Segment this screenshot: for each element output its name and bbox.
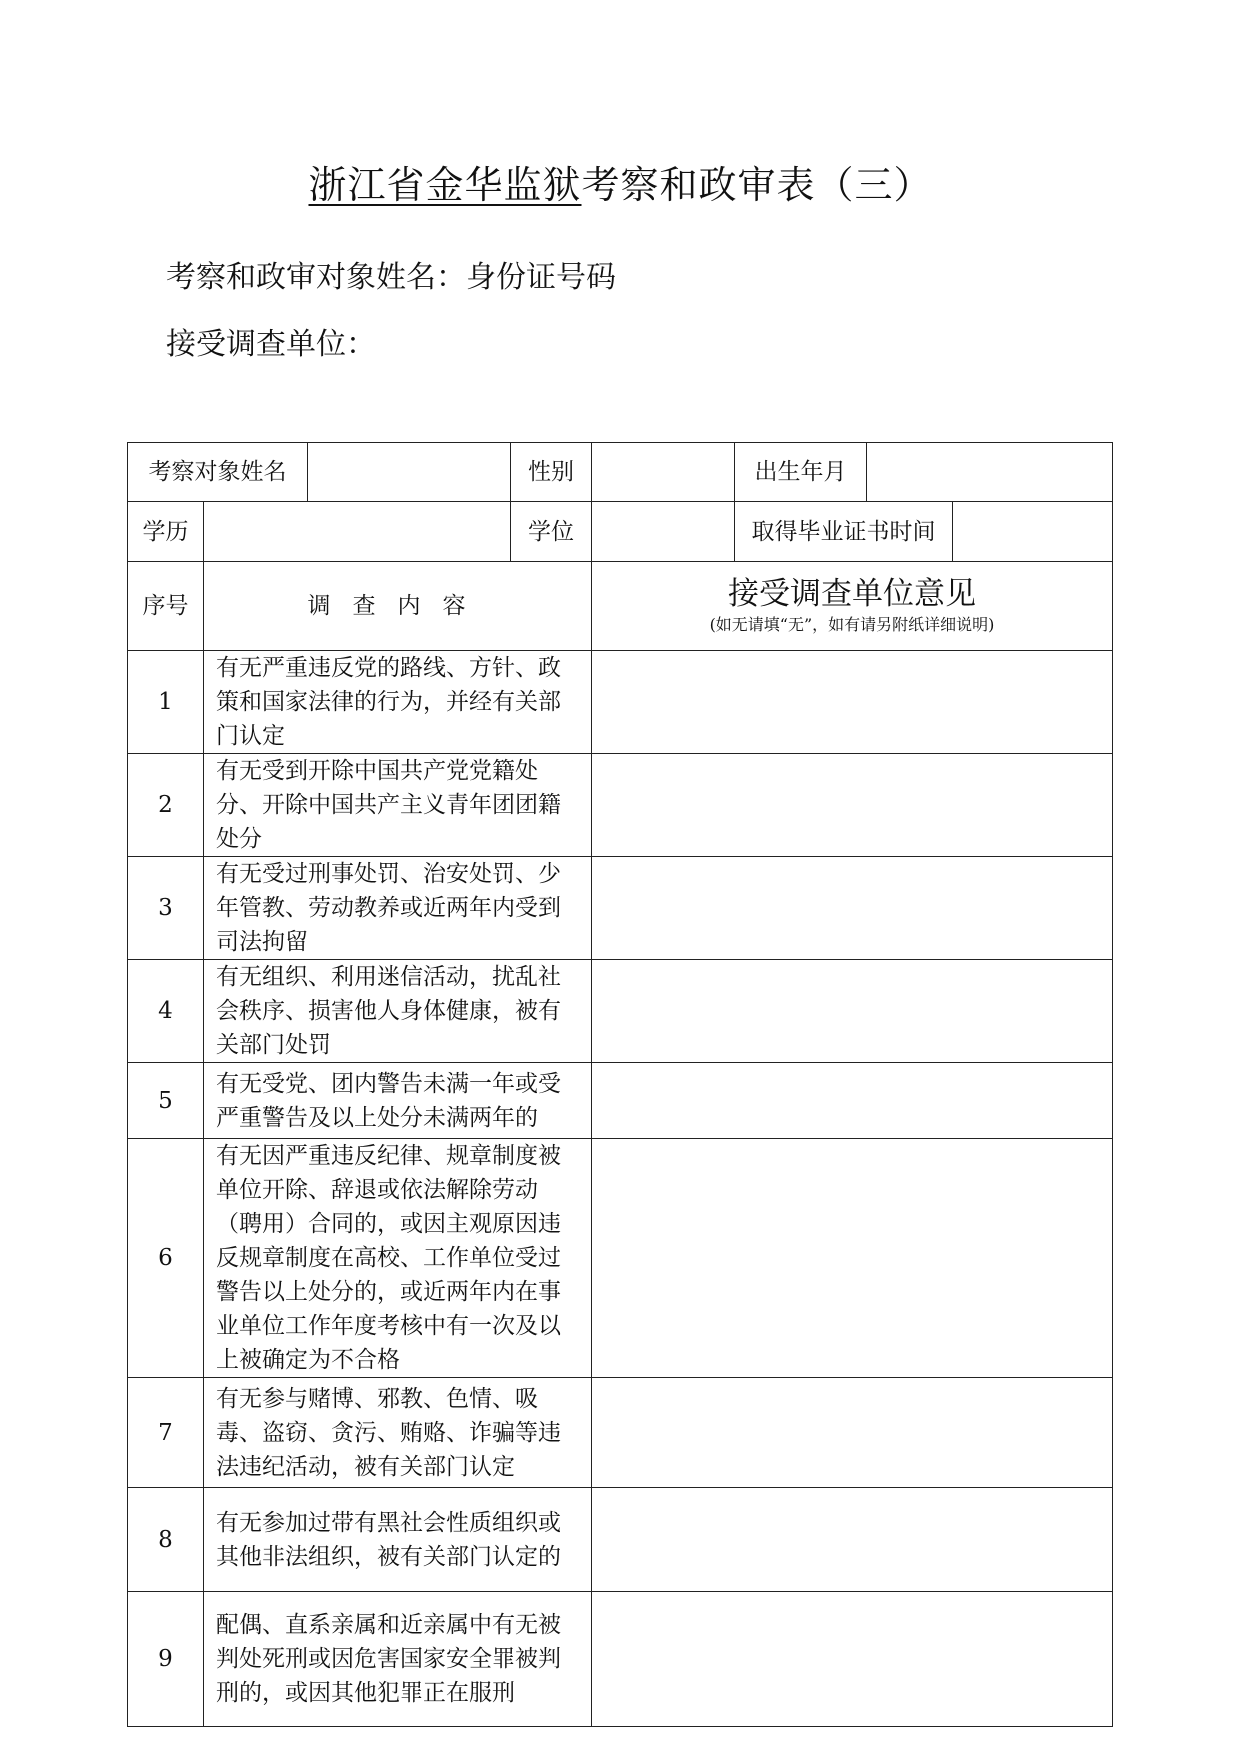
item-content: 有无严重违反党的路线、方针、政策和国家法律的行为，并经有关部门认定 xyxy=(204,651,592,754)
table-row xyxy=(128,1592,1113,1727)
item-number: 2 xyxy=(128,754,204,857)
row-header xyxy=(128,562,1113,651)
subject-name-id-line: 考察和政审对象姓名：身份证号码 xyxy=(166,260,616,295)
table-row xyxy=(128,1378,1113,1488)
item-opinion-field[interactable] xyxy=(592,857,1113,960)
item-opinion-field[interactable] xyxy=(592,651,1113,754)
education-label: 学历 xyxy=(128,502,204,562)
unit-opinion-header xyxy=(592,562,1113,651)
table-row xyxy=(128,754,1113,857)
name-field[interactable] xyxy=(308,443,511,502)
table-row xyxy=(128,1488,1113,1592)
table-row xyxy=(128,651,1113,754)
item-opinion-field[interactable] xyxy=(592,754,1113,857)
education-field[interactable] xyxy=(204,502,511,562)
item-opinion-field[interactable] xyxy=(592,1488,1113,1592)
degree-field[interactable] xyxy=(592,502,735,562)
item-content: 有无受过刑事处罚、治安处罚、少年管教、劳动教养或近两年内受到司法拘留 xyxy=(204,857,592,960)
gender-label: 性别 xyxy=(511,443,592,502)
row-basic-info-1 xyxy=(128,443,1113,502)
name-label: 考察对象姓名 xyxy=(128,443,308,502)
review-form-table xyxy=(127,442,1113,1727)
item-number: 9 xyxy=(128,1592,204,1727)
degree-label: 学位 xyxy=(511,502,592,562)
item-content: 有无受党、团内警告未满一年或受严重警告及以上处分未满两年的 xyxy=(204,1063,592,1139)
item-number: 8 xyxy=(128,1488,204,1592)
item-content: 有无参加过带有黑社会性质组织或其他非法组织，被有关部门认定的 xyxy=(204,1488,592,1592)
item-number: 1 xyxy=(128,651,204,754)
graduation-label: 取得毕业证书时间 xyxy=(735,502,953,562)
unit-opinion-note: (如无请填“无”，如有请另附纸详细说明) xyxy=(709,615,995,634)
unit-opinion-title: 接受调查单位意见 xyxy=(728,576,976,612)
item-number: 5 xyxy=(128,1063,204,1139)
birth-field[interactable] xyxy=(867,443,1113,502)
table-row xyxy=(128,1139,1113,1378)
row-basic-info-2 xyxy=(128,502,1113,562)
item-number: 4 xyxy=(128,960,204,1063)
item-number: 3 xyxy=(128,857,204,960)
table-row xyxy=(128,1063,1113,1139)
item-opinion-field[interactable] xyxy=(592,1378,1113,1488)
item-content: 有无受到开除中国共产党党籍处分、开除中国共产主义青年团团籍处分 xyxy=(204,754,592,857)
item-content: 配偶、直系亲属和近亲属中有无被判处死刑或因危害国家安全罪被判刑的，或因其他犯罪正在服刑 xyxy=(204,1592,592,1727)
item-opinion-field[interactable] xyxy=(592,1139,1113,1378)
title-prison-name: 浙江省金华监狱 xyxy=(308,163,582,207)
investigated-unit-line: 接受调查单位： xyxy=(166,327,376,362)
item-content: 有无组织、利用迷信活动，扰乱社会秩序、损害他人身体健康，被有关部门处罚 xyxy=(204,960,592,1063)
item-content: 有无因严重违反纪律、规章制度被单位开除、辞退或依法解除劳动（聘用）合同的，或因主观原因违反规章制度在高校、工作单位受过警告以上处分的，或近两年内在事业单位工作年度考核中有一次及以上被确定为不合格 xyxy=(204,1139,592,1378)
item-opinion-field[interactable] xyxy=(592,1592,1113,1727)
item-opinion-field[interactable] xyxy=(592,960,1113,1063)
graduation-field[interactable] xyxy=(953,502,1113,562)
serial-number-header: 序号 xyxy=(128,562,204,651)
gender-field[interactable] xyxy=(592,443,735,502)
item-content: 有无参与赌博、邪教、色情、吸毒、盗窃、贪污、贿赂、诈骗等违法违纪活动，被有关部门认定 xyxy=(204,1378,592,1488)
item-number: 6 xyxy=(128,1139,204,1378)
page-title xyxy=(0,160,1241,210)
birth-label: 出生年月 xyxy=(735,443,867,502)
table-row xyxy=(128,960,1113,1063)
item-number: 7 xyxy=(128,1378,204,1488)
table-row xyxy=(128,857,1113,960)
investigation-content-header: 调查内容 xyxy=(204,562,592,651)
title-form-name: 考察和政审表（三） xyxy=(581,163,933,207)
item-opinion-field[interactable] xyxy=(592,1063,1113,1139)
